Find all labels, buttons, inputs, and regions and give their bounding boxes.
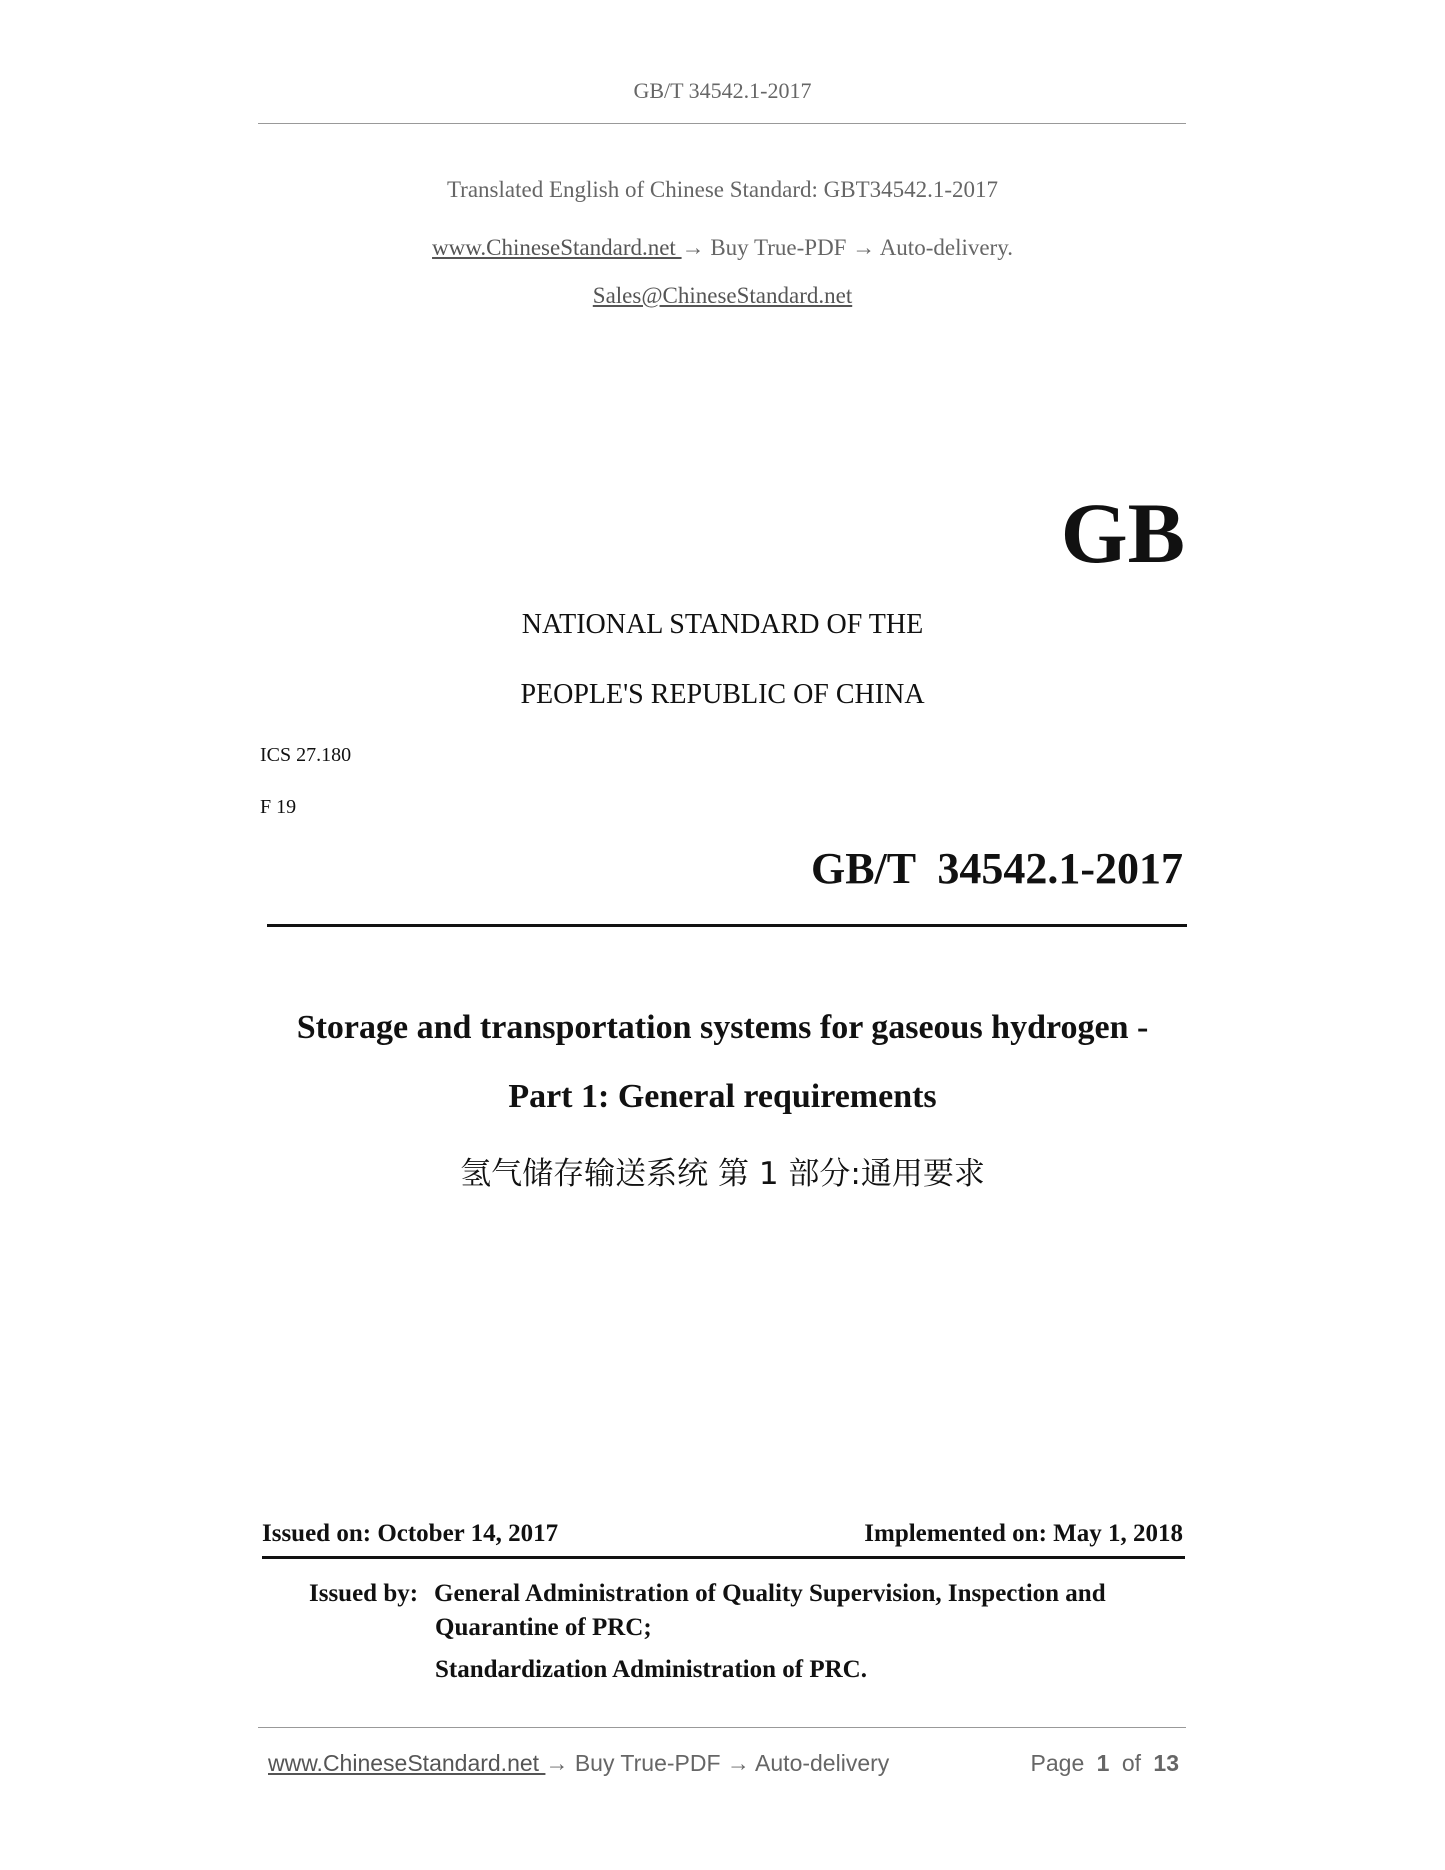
gb-mark: GB bbox=[1060, 485, 1185, 581]
buy-text: → Buy True-PDF → Auto-delivery. bbox=[681, 235, 1013, 260]
footer-divider bbox=[258, 1727, 1186, 1728]
page-number: 1 bbox=[1096, 1750, 1110, 1776]
title-chinese: 氢气储存输送系统 第 1 部分:通用要求 bbox=[460, 1156, 985, 1192]
email-link[interactable]: Sales@ChineseStandard.net bbox=[592, 283, 853, 308]
translated-line: Translated English of Chinese Standard: GBT34542.1-2017 bbox=[446, 177, 999, 202]
footer-buy-text: → Buy True-PDF → Auto-delivery bbox=[545, 1750, 890, 1776]
page-label: Page bbox=[1030, 1750, 1085, 1776]
page-total: 13 bbox=[1153, 1750, 1179, 1776]
title-line-1: Storage and transportation systems for gaseous hydrogen - bbox=[296, 1009, 1149, 1046]
page-indicator bbox=[1031, 1750, 1179, 1777]
footer-site-link[interactable]: www.ChineseStandard.net bbox=[268, 1750, 546, 1776]
implemented-on: Implemented on: May 1, 2018 bbox=[864, 1520, 1183, 1547]
promo-links bbox=[0, 235, 1445, 261]
issuer-1-line-2: Quarantine of PRC; bbox=[435, 1614, 652, 1641]
running-header: GB/T 34542.1-2017 bbox=[633, 78, 812, 103]
ics-code: ICS 27.180 bbox=[260, 744, 352, 766]
national-line-1: NATIONAL STANDARD OF THE bbox=[521, 609, 924, 640]
footer-links bbox=[268, 1750, 889, 1777]
site-link[interactable]: www.ChineseStandard.net bbox=[432, 235, 682, 260]
national-line-2: PEOPLE'S REPUBLIC OF CHINA bbox=[520, 679, 925, 710]
email-row bbox=[0, 283, 1445, 309]
header-divider bbox=[258, 123, 1186, 124]
issuer-1-line-1: General Administration of Quality Supervision, Inspection and bbox=[434, 1580, 1106, 1607]
dates-rule bbox=[262, 1556, 1185, 1559]
of-label: of bbox=[1121, 1750, 1142, 1776]
ccs-code: F 19 bbox=[260, 796, 297, 818]
standard-number-rule bbox=[267, 924, 1187, 927]
title-line-2: Part 1: General requirements bbox=[508, 1078, 937, 1115]
issued-by-label: Issued by: bbox=[309, 1580, 419, 1607]
issued-on: Issued on: October 14, 2017 bbox=[262, 1520, 559, 1547]
standard-number: GB/T 34542.1-2017 bbox=[810, 844, 1183, 893]
issuer-2: Standardization Administration of PRC. bbox=[435, 1656, 867, 1683]
